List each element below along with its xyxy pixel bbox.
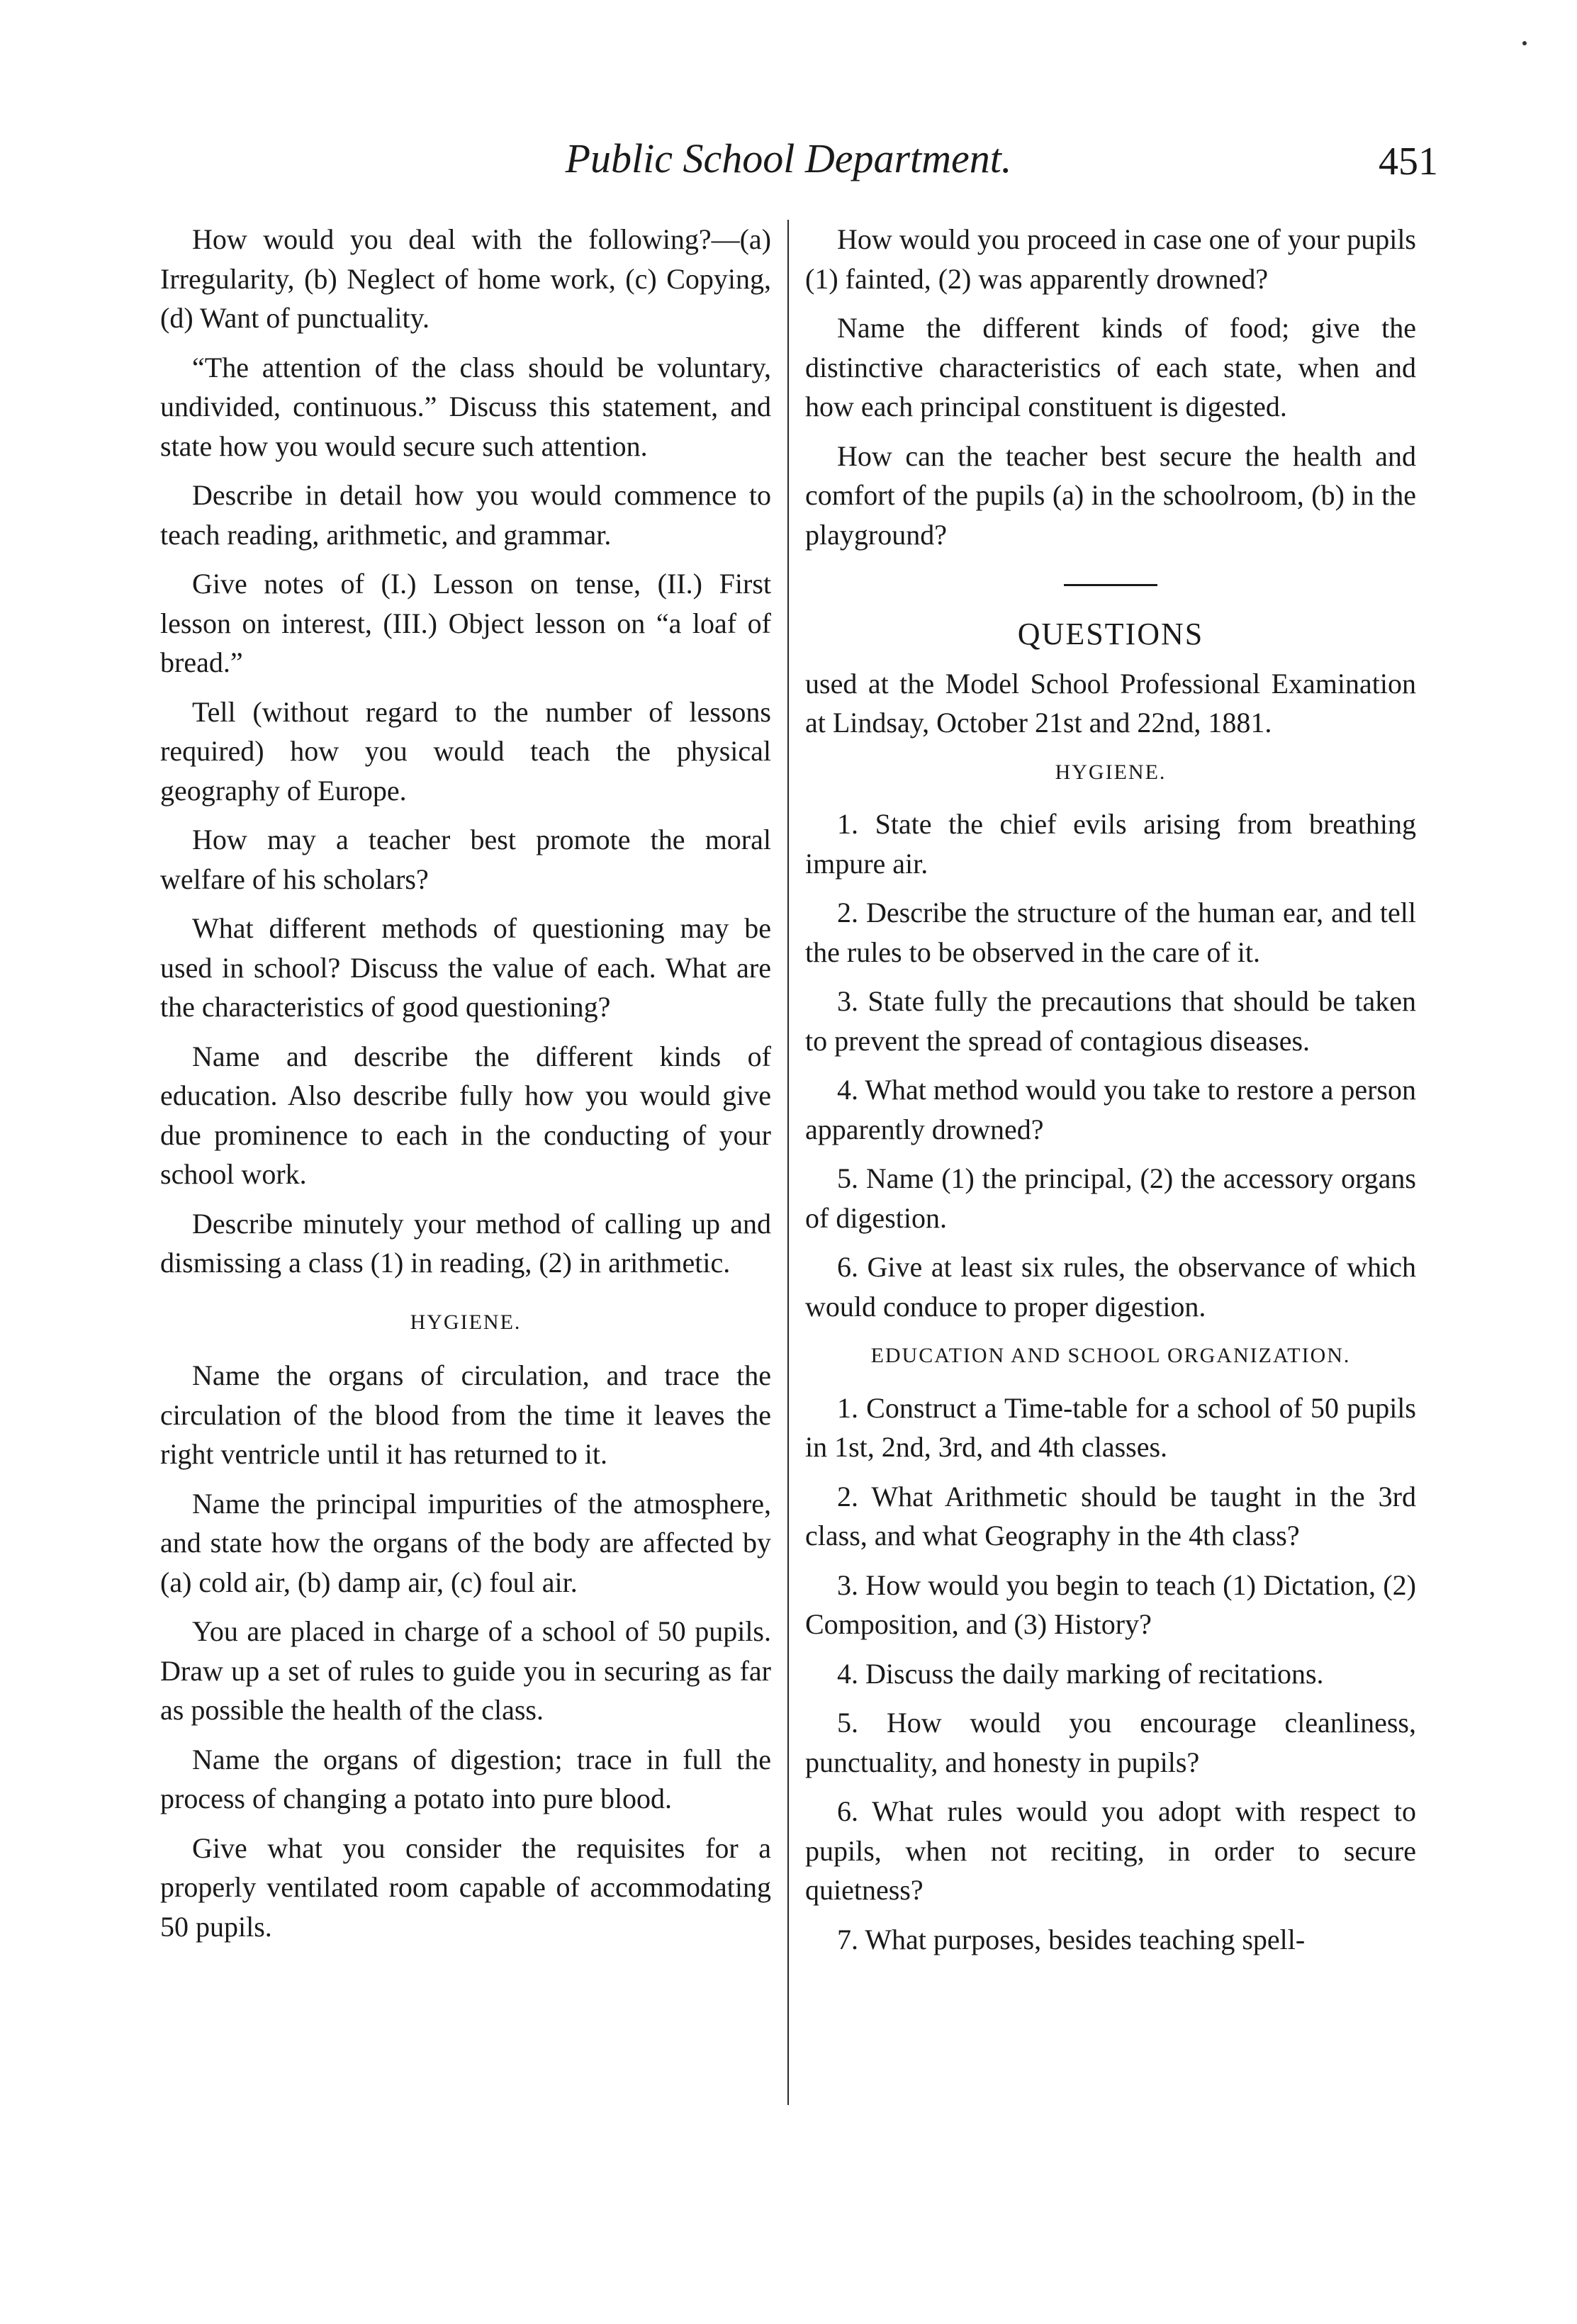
left-column bbox=[160, 220, 771, 1956]
paragraph: Name the organs of circulation, and trace the circulation of the blood from the time it leaves the right ventricle until it has returned to it. bbox=[160, 1359, 771, 1470]
section-heading-education: EDUCATION AND SCHOOL ORGANIZATION. bbox=[870, 1344, 1351, 1367]
question-item: 4. Discuss the daily marking of recitations. bbox=[837, 1657, 1324, 1690]
section-heading-hygiene-questions: HYGIENE. bbox=[1055, 760, 1167, 784]
question-item: 6. What rules would you adopt with respect to pupils, when not reciting, in order to secure quietness? bbox=[805, 1795, 1416, 1906]
paragraph: Give notes of (I.) Lesson on tense, (II.) First lesson on interest, (III.) Object lesson on “a loaf of bread.” bbox=[160, 568, 771, 678]
question-item: 7. What purposes, besides teaching spell- bbox=[837, 1923, 1306, 1955]
column-divider bbox=[787, 220, 789, 2105]
print-speck bbox=[1522, 41, 1527, 45]
paragraph: Describe minutely your method of calling up and dismissing a class (1) in reading, (2) in arithmetic. bbox=[160, 1207, 771, 1279]
questions-intro: used at the Model School Professional Examination at Lindsay, October 21st and 22nd, 1881. bbox=[805, 667, 1416, 739]
question-item: 5. How would you encourage cleanliness, punctuality, and honesty in pupils? bbox=[805, 1707, 1416, 1778]
question-item: 2. What Arithmetic should be taught in the 3rd class, and what Geography in the 4th class? bbox=[805, 1480, 1416, 1551]
paragraph: “The attention of the class should be voluntary, undivided, continuous.” Discuss this statement, and state how you would secure such attention. bbox=[160, 351, 771, 462]
paragraph: You are placed in charge of a school of 50 pupils. Draw up a set of rules to guide you in securing as far as possible the health of the class. bbox=[160, 1615, 771, 1726]
question-item: 1. Construct a Time-table for a school of 50 pupils in 1st, 2nd, 3rd, and 4th classes. bbox=[805, 1391, 1416, 1463]
page-number: 451 bbox=[1379, 140, 1438, 184]
paragraph: How would you proceed in case one of your pupils (1) fainted, (2) was apparently drowned? bbox=[805, 223, 1416, 295]
paragraph: How would you deal with the following?—(a) Irregularity, (b) Neglect of home work, (c) Copying, (d) Want of punctuality. bbox=[160, 223, 771, 334]
section-divider bbox=[1064, 584, 1157, 586]
right-column bbox=[805, 220, 1416, 1969]
paragraph: What different methods of questioning may be used in school? Discuss the value of each. What are the characteristics of good questioning? bbox=[160, 912, 771, 1023]
paragraph: Name the organs of digestion; trace in full the process of changing a potato into pure blood. bbox=[160, 1743, 771, 1814]
questions-heading: QUESTIONS bbox=[1017, 617, 1204, 651]
question-item: 2. Describe the structure of the human ear, and tell the rules to be observed in the care of it. bbox=[805, 897, 1416, 968]
section-heading-hygiene: HYGIENE. bbox=[410, 1310, 522, 1334]
question-item: 3. How would you begin to teach (1) Dictation, (2) Composition, and (3) History? bbox=[805, 1568, 1416, 1640]
running-title: Public School Department. bbox=[565, 135, 1012, 181]
paragraph: Name the different kinds of food; give the distinctive characteristics of each state, when and how each principal constituent is digested. bbox=[805, 312, 1416, 422]
question-item: 6. Give at least six rules, the observance of which would conduce to proper digestion. bbox=[805, 1251, 1416, 1323]
paragraph: Give what you consider the requisites for a properly ventilated room capable of accommodating 50 pupils. bbox=[160, 1831, 771, 1943]
paragraph: Name and describe the different kinds of education. Also describe fully how you would give due prominence to each in the conducting of your school work. bbox=[160, 1040, 771, 1190]
paragraph: How may a teacher best promote the moral welfare of his scholars? bbox=[160, 824, 771, 895]
paragraph: Tell (without regard to the number of lessons required) how you would teach the physical geography of Europe. bbox=[160, 695, 771, 807]
question-item: 1. State the chief evils arising from breathing impure air. bbox=[805, 808, 1416, 880]
question-item: 3. State fully the precautions that should be taken to prevent the spread of contagious diseases. bbox=[805, 985, 1416, 1057]
paragraph: How can the teacher best secure the health and comfort of the pupils (a) in the schoolroom, (b) in the playground? bbox=[805, 439, 1416, 551]
paragraph: Describe in detail how you would commence to teach reading, arithmetic, and grammar. bbox=[160, 479, 771, 551]
question-item: 5. Name (1) the principal, (2) the accessory organs of digestion. bbox=[805, 1162, 1416, 1234]
question-item: 4. What method would you take to restore a person apparently drowned? bbox=[805, 1074, 1416, 1145]
paragraph: Name the principal impurities of the atmosphere, and state how the organs of the body are affected by (a) cold air, (b) damp air, (c) foul air. bbox=[160, 1487, 771, 1598]
